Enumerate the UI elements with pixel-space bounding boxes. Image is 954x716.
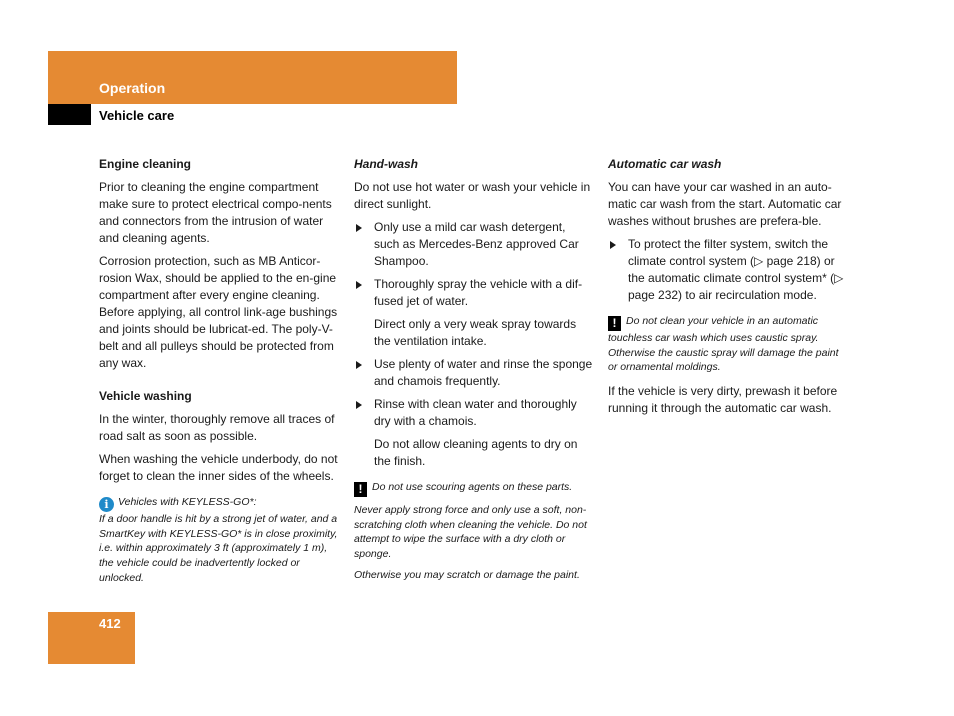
info-icon: i [99,497,114,512]
header-bar [48,51,457,104]
list-item-text: Use plenty of water and rinse the sponge and chamois frequently. [374,357,593,388]
list-item [354,219,594,270]
heading-vehicle-washing: Vehicle washing [99,389,192,403]
list-item-text: Only use a mild car wash detergent, such as Mercedes-Benz approved Car Shampoo. [374,220,579,268]
triangle-bullet-icon [356,361,362,369]
paragraph: Prior to cleaning the engine compartment make sure to protect electrical compo-nents and connectors from the intrusion of water and cleaning agents. [99,180,332,245]
warning-note [354,480,594,583]
paragraph: If the vehicle is very dirty, prewash it before running it through the automatic car wash. [608,384,838,416]
triangle-bullet-icon [356,281,362,289]
column-automatic-car-wash [608,156,848,423]
list-item-subtext: Do not allow cleaning agents to dry on the finish. [374,437,578,468]
heading-hand-wash: Hand-wash [354,157,419,171]
paragraph: In the winter, thoroughly remove all traces of road salt as soon as possible. [99,412,335,443]
warning-icon: ! [608,316,621,331]
warning-title: Do not use scouring agents on these parts. [372,481,573,493]
column-engine-cleaning [99,156,339,592]
triangle-bullet-icon [356,401,362,409]
section-title: Operation [99,80,166,96]
list-item-text: Thoroughly spray the vehicle with a dif-fused jet of water. [374,277,583,308]
list-item-subtext: Direct only a very weak spray towards the ventilation intake. [374,317,577,348]
list-item [354,356,594,390]
paragraph: When washing the vehicle underbody, do not forget to clean the inner sides of the wheels. [99,452,338,483]
info-note-body: If a door handle is hit by a strong jet of water, and a SmartKey with KEYLESS-GO* is in close proximity, i.e. within approximately 3 ft (approximately 1 m), the vehicle could be inadvertently locked or unlocked. [99,513,338,584]
list-item-text: Rinse with clean water and thoroughly dry with a chamois. [374,397,577,428]
paragraph: You can have your car washed in an auto-matic car wash from the start. Automatic car washes without brushes are prefera-ble. [608,180,842,228]
info-note-title: Vehicles with KEYLESS-GO*: [118,496,257,508]
page-number-box [48,612,135,664]
subsection-title: Vehicle care [99,108,175,123]
triangle-bullet-icon [610,241,616,249]
info-note [99,495,339,586]
heading-automatic-car-wash: Automatic car wash [608,157,722,171]
list-item-text: To protect the filter system, switch the climate control system (▷ page 218) or the automatic climate control system* (▷ page 232) to air recirculation mode. [628,237,844,302]
paragraph: Do not use hot water or wash your vehicle in direct sunlight. [354,180,591,211]
list-item [608,236,848,304]
list-item [354,396,594,430]
column-hand-wash [354,156,594,589]
warning-icon: ! [354,482,367,497]
list-item [354,276,594,310]
triangle-bullet-icon [356,224,362,232]
heading-engine-cleaning: Engine cleaning [99,157,192,171]
warning-body: Do not clean your vehicle in an automatic touchless car wash which uses caustic spray. Otherwise the caustic spray will damage the paint or ornamental moldings. [608,315,839,374]
warning-note [608,314,848,375]
warning-body: Otherwise you may scratch or damage the paint. [354,568,580,581]
warning-body: Never apply strong force and only use a soft, non-scratching cloth when cleaning the vehicle. Do not attempt to wipe the surface with a dry cloth or sponge. [354,504,587,561]
chapter-tab-marker [48,104,91,125]
page-number: 412 [99,616,121,631]
paragraph: Corrosion protection, such as MB Anticor-rosion Wax, should be applied to the en-gine compartment after every engine cleaning. Before applying, all control link-age bushings and joints should be lubricat-ed. The poly-V-belt and all pulleys should be protected from any wax. [99,254,338,370]
